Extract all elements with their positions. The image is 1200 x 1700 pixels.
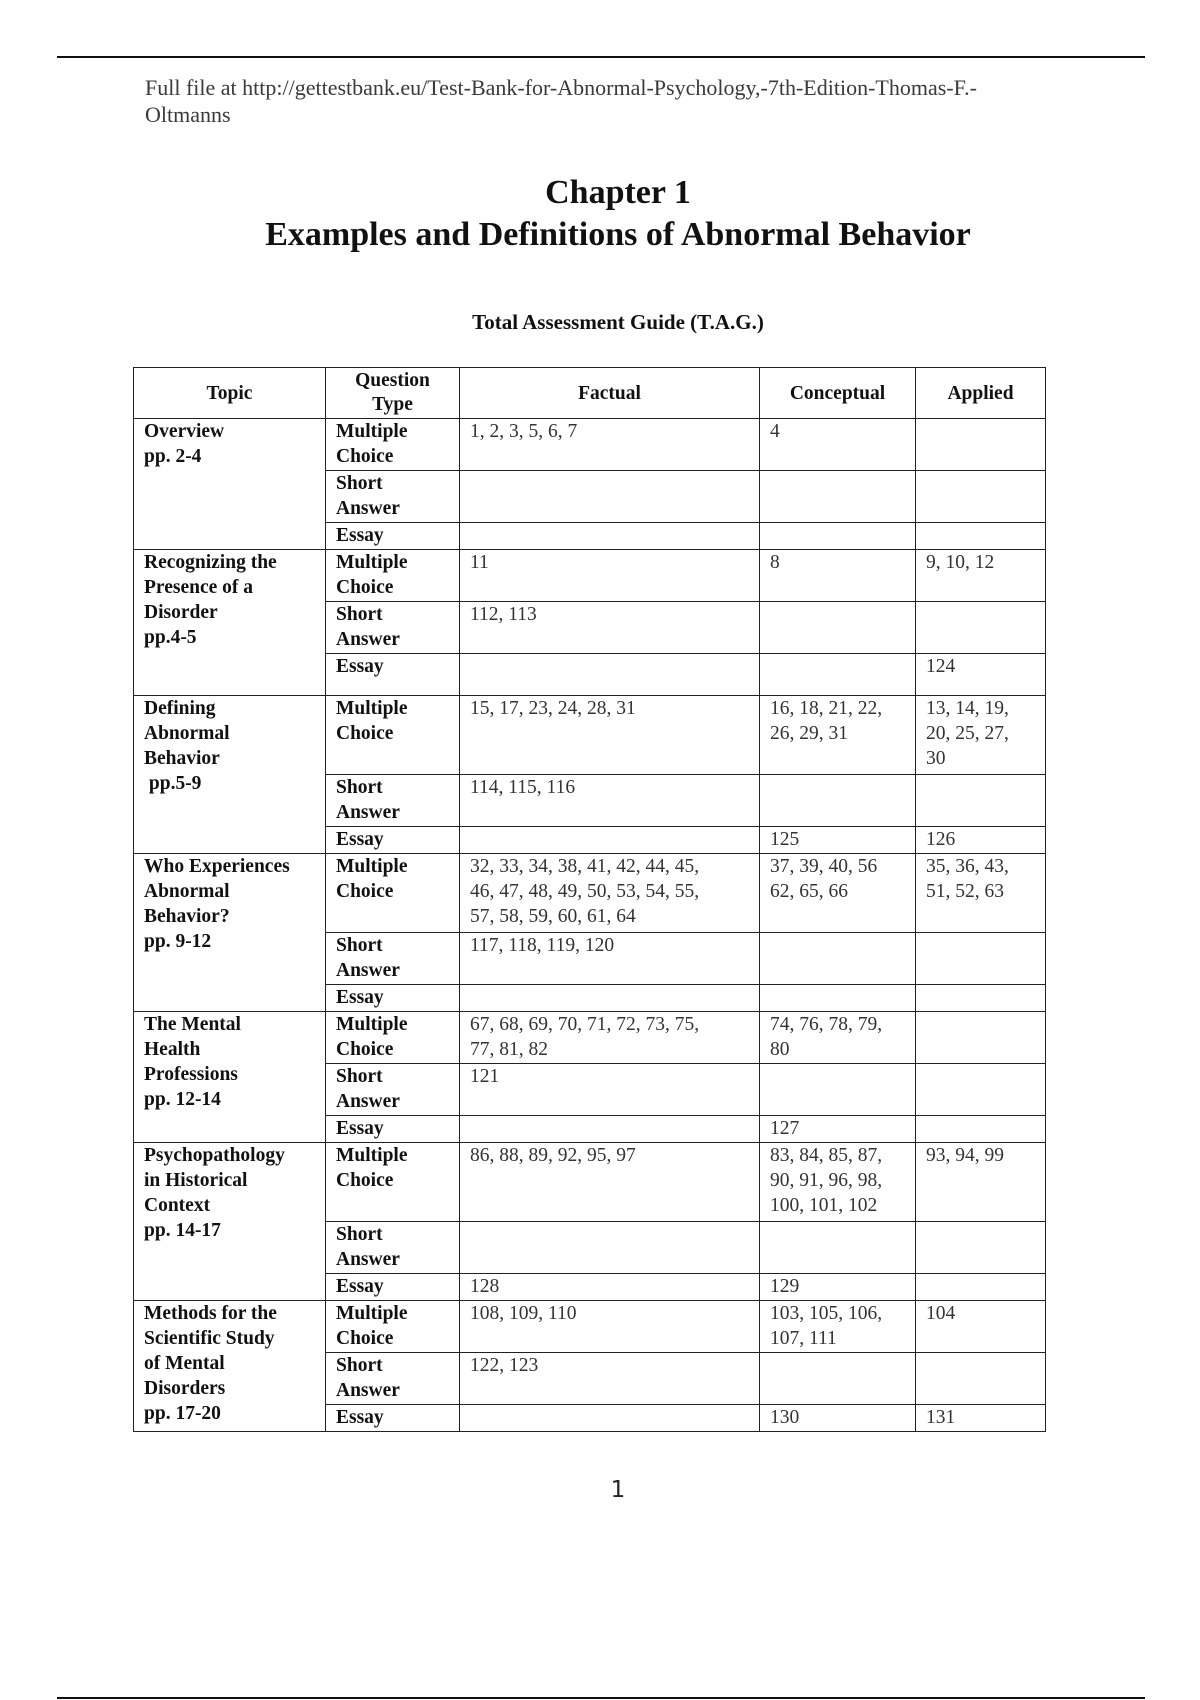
factual-cell — [460, 827, 760, 854]
topic-label-line: Abnormal — [144, 881, 230, 902]
question-type-label-line: Choice — [336, 1039, 394, 1060]
question-type-label-line: Essay — [336, 1118, 384, 1139]
question-type-multiple-choice — [326, 854, 460, 933]
question-number-line: 74, 76, 78, 79, — [770, 1014, 883, 1035]
topic-label-line: Behavior — [144, 748, 220, 769]
question-type-label-line: Short — [336, 604, 383, 625]
conceptual-cell — [760, 602, 916, 654]
topic-cell — [134, 419, 326, 550]
question-type-essay — [326, 1116, 460, 1143]
question-numbers: 104 — [926, 1303, 956, 1324]
question-numbers: 126 — [926, 829, 956, 850]
table-header-row — [134, 368, 1046, 419]
question-type-multiple-choice — [326, 696, 460, 775]
question-number-line: 90, 91, 96, 98, — [770, 1170, 883, 1191]
question-number-line: 62, 65, 66 — [770, 881, 848, 902]
question-type-label-line: Answer — [336, 498, 400, 519]
question-type-short-answer — [326, 933, 460, 985]
question-numbers: 122, 123 — [470, 1355, 539, 1376]
topic-label-line: pp. 14-17 — [144, 1220, 221, 1241]
question-number-line: 32, 33, 34, 38, 41, 42, 44, 45, — [470, 856, 700, 877]
question-number-line: 100, 101, 102 — [770, 1195, 878, 1216]
question-number-line: 51, 52, 63 — [926, 881, 1004, 902]
factual-cell — [460, 419, 760, 471]
applied-cell — [916, 602, 1046, 654]
header-question-type-line-1: Question — [355, 370, 430, 391]
question-type-essay — [326, 985, 460, 1012]
applied-cell — [916, 827, 1046, 854]
question-number-line: 13, 14, 19, — [926, 698, 1009, 719]
question-number-line: 30 — [926, 748, 946, 769]
question-numbers: 117, 118, 119, 120 — [470, 935, 615, 956]
topic-label-line: Defining — [144, 698, 216, 719]
question-type-essay — [326, 654, 460, 696]
topic-label-line: Behavior? — [144, 906, 230, 927]
topic-label-line: pp. 9-12 — [144, 931, 212, 952]
bottom-rule — [57, 1697, 1145, 1699]
table-row — [134, 1012, 1046, 1064]
topic-label-line: Disorders — [144, 1378, 226, 1399]
factual-cell — [460, 1143, 760, 1222]
conceptual-cell — [760, 827, 916, 854]
applied-cell — [916, 1353, 1046, 1405]
question-numbers: 9, 10, 12 — [926, 552, 995, 573]
topic-cell — [134, 854, 326, 1012]
topic-label-line: pp. 17-20 — [144, 1403, 221, 1424]
applied-cell — [916, 419, 1046, 471]
question-numbers: 130 — [770, 1407, 800, 1428]
topic-cell — [134, 1301, 326, 1432]
conceptual-cell — [760, 1064, 916, 1116]
topic-cell — [134, 1012, 326, 1143]
table-caption: Total Assessment Guide (T.A.G.) — [472, 310, 764, 334]
question-type-essay — [326, 523, 460, 550]
topic-label-line: Abnormal — [144, 723, 230, 744]
source-url-line-2: Oltmanns — [145, 102, 231, 127]
question-type-short-answer — [326, 1353, 460, 1405]
topic-label-line: Methods for the — [144, 1303, 277, 1324]
source-url-line-1: Full file at http://gettestbank.eu/Test-Bank-for-Abnormal-Psychology,-7th-Edition-Thomas-F.- — [145, 75, 977, 100]
factual-cell — [460, 1405, 760, 1432]
conceptual-cell — [760, 1222, 916, 1274]
question-number-line: 35, 36, 43, — [926, 856, 1009, 877]
question-type-label-line: Choice — [336, 723, 394, 744]
applied-cell — [916, 1274, 1046, 1301]
applied-cell — [916, 775, 1046, 827]
factual-cell — [460, 1012, 760, 1064]
topic-label-line: Presence of a — [144, 577, 254, 598]
topic-label-line: of Mental — [144, 1353, 225, 1374]
question-type-label-line: Essay — [336, 829, 384, 850]
question-type-label-line: Answer — [336, 802, 400, 823]
factual-cell — [460, 654, 760, 696]
header-applied: Applied — [916, 368, 1046, 419]
applied-cell — [916, 1116, 1046, 1143]
question-type-short-answer — [326, 1064, 460, 1116]
topic-label-line: Health — [144, 1039, 201, 1060]
conceptual-cell — [760, 933, 916, 985]
topic-label-line: Context — [144, 1195, 211, 1216]
table-body — [134, 419, 1046, 1432]
applied-cell — [916, 933, 1046, 985]
factual-cell — [460, 854, 760, 933]
question-type-label-line: Choice — [336, 577, 394, 598]
question-number-line: 83, 84, 85, 87, — [770, 1145, 883, 1166]
conceptual-cell — [760, 419, 916, 471]
question-numbers: 125 — [770, 829, 800, 850]
question-type-essay — [326, 1405, 460, 1432]
question-number-line: 16, 18, 21, 22, — [770, 698, 883, 719]
question-type-multiple-choice — [326, 550, 460, 602]
question-type-label-line: Short — [336, 1224, 383, 1245]
topic-label-line: Scientific Study — [144, 1328, 275, 1349]
table-row — [134, 854, 1046, 933]
top-rule — [57, 56, 1145, 58]
factual-cell — [460, 1301, 760, 1353]
topic-label-line: Psychopathology — [144, 1145, 285, 1166]
question-numbers: 93, 94, 99 — [926, 1145, 1004, 1166]
question-numbers: 128 — [470, 1276, 500, 1297]
factual-cell — [460, 775, 760, 827]
question-numbers: 129 — [770, 1276, 800, 1297]
question-number-line: 26, 29, 31 — [770, 723, 848, 744]
conceptual-cell — [760, 985, 916, 1012]
factual-cell — [460, 1274, 760, 1301]
table-row — [134, 1301, 1046, 1353]
question-number-line: 20, 25, 27, — [926, 723, 1009, 744]
factual-cell — [460, 1353, 760, 1405]
factual-cell — [460, 933, 760, 985]
question-type-label-line: Multiple — [336, 1014, 408, 1035]
conceptual-cell — [760, 1405, 916, 1432]
question-type-short-answer — [326, 602, 460, 654]
question-type-essay — [326, 1274, 460, 1301]
topic-label-line: Overview — [144, 421, 225, 442]
header-question-type — [326, 368, 460, 419]
question-type-label-line: Multiple — [336, 698, 408, 719]
question-number-line: 103, 105, 106, — [770, 1303, 883, 1324]
conceptual-cell — [760, 471, 916, 523]
question-numbers: 15, 17, 23, 24, 28, 31 — [470, 698, 636, 719]
question-type-multiple-choice — [326, 1301, 460, 1353]
conceptual-cell — [760, 1116, 916, 1143]
factual-cell — [460, 1064, 760, 1116]
topic-label-line: pp.5-9 — [144, 773, 202, 794]
conceptual-cell — [760, 696, 916, 775]
table-row — [134, 419, 1046, 471]
question-type-essay — [326, 827, 460, 854]
question-type-label-line: Essay — [336, 1276, 384, 1297]
question-type-label-line: Answer — [336, 1249, 400, 1270]
applied-cell — [916, 854, 1046, 933]
question-type-short-answer — [326, 775, 460, 827]
question-numbers: 112, 113 — [470, 604, 537, 625]
question-type-label-line: Multiple — [336, 1145, 408, 1166]
conceptual-cell — [760, 775, 916, 827]
header-question-type-line-2: Type — [372, 394, 413, 415]
question-number-line: 67, 68, 69, 70, 71, 72, 73, 75, — [470, 1014, 700, 1035]
question-type-label-line: Short — [336, 777, 383, 798]
question-type-label-line: Short — [336, 1355, 383, 1376]
topic-label-line: Recognizing the — [144, 552, 277, 573]
factual-cell — [460, 696, 760, 775]
question-numbers: 4 — [770, 421, 780, 442]
header-topic: Topic — [134, 368, 326, 419]
topic-label-line: Professions — [144, 1064, 238, 1085]
conceptual-cell — [760, 1143, 916, 1222]
applied-cell — [916, 1301, 1046, 1353]
question-numbers: 8 — [770, 552, 780, 573]
question-numbers: 131 — [926, 1407, 956, 1428]
factual-cell — [460, 602, 760, 654]
topic-label-line: pp. 2-4 — [144, 446, 202, 467]
table-row — [134, 550, 1046, 602]
applied-cell — [916, 654, 1046, 696]
topic-cell — [134, 696, 326, 854]
chapter-name: Examples and Definitions of Abnormal Behavior — [265, 216, 971, 253]
question-numbers: 1, 2, 3, 5, 6, 7 — [470, 421, 578, 442]
conceptual-cell — [760, 1274, 916, 1301]
topic-cell — [134, 550, 326, 696]
question-number-line: 80 — [770, 1039, 790, 1060]
factual-cell — [460, 471, 760, 523]
question-number-line: 57, 58, 59, 60, 61, 64 — [470, 906, 636, 927]
question-type-label-line: Essay — [336, 656, 384, 677]
applied-cell — [916, 550, 1046, 602]
question-type-label-line: Short — [336, 1066, 383, 1087]
conceptual-cell — [760, 654, 916, 696]
conceptual-cell — [760, 550, 916, 602]
topic-label-line: The Mental — [144, 1014, 241, 1035]
question-type-label-line: Answer — [336, 1091, 400, 1112]
table-row — [134, 1143, 1046, 1222]
question-type-label-line: Short — [336, 935, 383, 956]
factual-cell — [460, 1116, 760, 1143]
question-numbers: 114, 115, 116 — [470, 777, 576, 798]
header-factual: Factual — [460, 368, 760, 419]
applied-cell — [916, 471, 1046, 523]
header-conceptual: Conceptual — [760, 368, 916, 419]
question-type-label-line: Essay — [336, 525, 384, 546]
question-numbers: 86, 88, 89, 92, 95, 97 — [470, 1145, 636, 1166]
page-number: 1 — [610, 1477, 626, 1503]
applied-cell — [916, 1012, 1046, 1064]
applied-cell — [916, 1222, 1046, 1274]
conceptual-cell — [760, 1012, 916, 1064]
question-number-line: 46, 47, 48, 49, 50, 53, 54, 55, — [470, 881, 700, 902]
topic-label-line: pp. 12-14 — [144, 1089, 221, 1110]
question-type-short-answer — [326, 1222, 460, 1274]
chapter-title: Chapter 1 — [545, 174, 691, 211]
topic-label-line: Disorder — [144, 602, 218, 623]
conceptual-cell — [760, 1301, 916, 1353]
topic-label-line: Who Experiences — [144, 856, 290, 877]
question-type-label-line: Short — [336, 473, 383, 494]
question-type-label-line: Multiple — [336, 856, 408, 877]
question-type-label-line: Choice — [336, 881, 394, 902]
applied-cell — [916, 1143, 1046, 1222]
topic-label-line: in Historical — [144, 1170, 248, 1191]
question-type-multiple-choice — [326, 419, 460, 471]
question-type-multiple-choice — [326, 1143, 460, 1222]
topic-cell — [134, 1143, 326, 1301]
factual-cell — [460, 550, 760, 602]
applied-cell — [916, 1405, 1046, 1432]
question-type-label-line: Answer — [336, 1380, 400, 1401]
question-number-line: 77, 81, 82 — [470, 1039, 548, 1060]
assessment-guide-table — [133, 367, 1046, 1432]
question-number-line: 107, 111 — [770, 1328, 837, 1349]
question-type-label-line: Answer — [336, 629, 400, 650]
question-type-label-line: Essay — [336, 1407, 384, 1428]
question-numbers: 124 — [926, 656, 956, 677]
question-type-label-line: Choice — [336, 1170, 394, 1191]
question-numbers: 108, 109, 110 — [470, 1303, 577, 1324]
factual-cell — [460, 523, 760, 550]
conceptual-cell — [760, 1353, 916, 1405]
question-type-label-line: Choice — [336, 1328, 394, 1349]
question-type-label-line: Essay — [336, 987, 384, 1008]
topic-label-line: pp.4-5 — [144, 627, 197, 648]
applied-cell — [916, 1064, 1046, 1116]
question-type-label-line: Multiple — [336, 552, 408, 573]
question-numbers: 127 — [770, 1118, 800, 1139]
source-url — [145, 74, 1085, 128]
question-type-label-line: Answer — [336, 960, 400, 981]
conceptual-cell — [760, 854, 916, 933]
applied-cell — [916, 985, 1046, 1012]
question-type-multiple-choice — [326, 1012, 460, 1064]
question-type-label-line: Multiple — [336, 1303, 408, 1324]
question-type-label-line: Multiple — [336, 421, 408, 442]
conceptual-cell — [760, 523, 916, 550]
question-type-label-line: Choice — [336, 446, 394, 467]
question-type-short-answer — [326, 471, 460, 523]
question-numbers: 11 — [470, 552, 489, 573]
applied-cell — [916, 523, 1046, 550]
question-numbers: 121 — [470, 1066, 500, 1087]
factual-cell — [460, 1222, 760, 1274]
question-number-line: 37, 39, 40, 56 — [770, 856, 878, 877]
applied-cell — [916, 696, 1046, 775]
factual-cell — [460, 985, 760, 1012]
table-row — [134, 696, 1046, 775]
